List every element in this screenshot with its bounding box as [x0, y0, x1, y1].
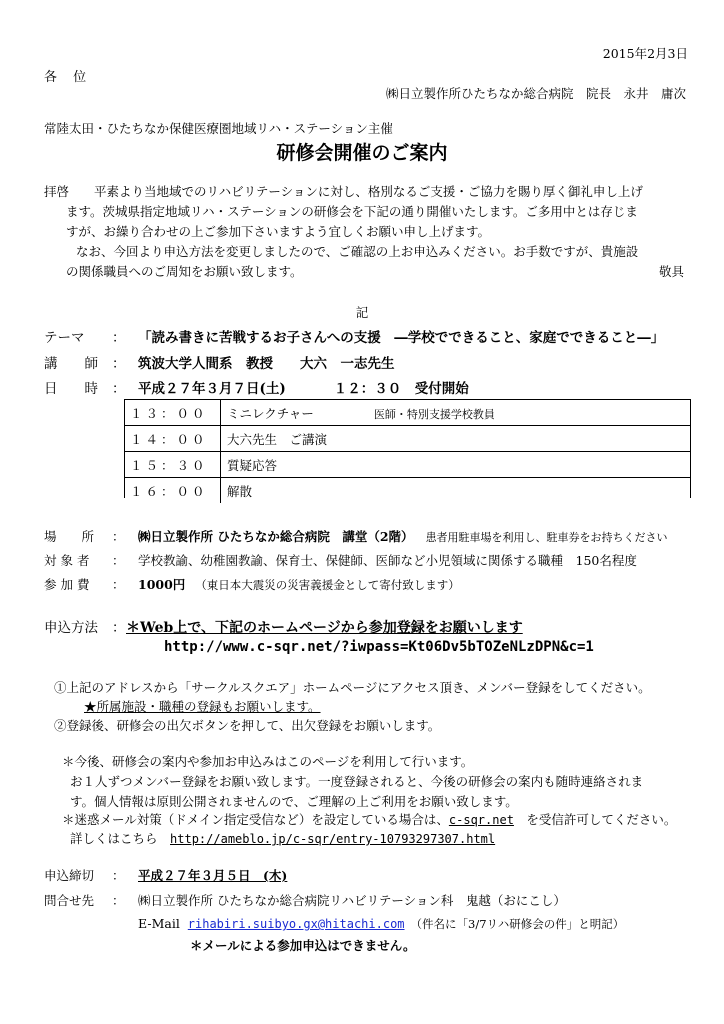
lecturer-label: 講 師 [44, 356, 98, 372]
domain-link[interactable]: c-sqr.net [448, 813, 514, 827]
host-line: 常陸太田・ひたちなか保健医療圏地域リハ・ステーション主催 [44, 121, 393, 136]
schedule-table [124, 399, 690, 503]
venue-note: 患者用駐車場を利用し、駐車券をお持ちください [425, 531, 668, 544]
ki-heading: 記 [355, 305, 369, 320]
lecturer-value: 筑波大学人間系 教授 大六 一志先生 [138, 356, 395, 372]
colon: ： [112, 868, 125, 883]
schedule-time: １３：００ [124, 400, 221, 426]
deadline-value: 平成２７年３月５日 (木) [138, 868, 288, 883]
schedule-activity: 大六先生 ご講演 [221, 426, 691, 452]
colon: ： [112, 577, 125, 592]
apply-row [44, 616, 523, 637]
inquiry-row [44, 891, 566, 909]
note-future-line3: す。個人情報は原則公開されませんので、ご理解の上ご利用をお願い致します。 [70, 794, 518, 809]
table-border-left [124, 399, 125, 498]
theme-value: 「読み書きに苦戦するお子さんへの支援 ―学校でできること、家庭でできること―」 [138, 330, 665, 346]
colon: ： [112, 553, 125, 568]
table-row [124, 478, 690, 504]
note-spam-text-end: を受信許可してください。 [513, 812, 677, 827]
note-future-line2: お１人ずつメンバー登録をお願い致します。一度登録されると、今後の研修会の案内も随時連絡されま [70, 774, 644, 789]
colon: ： [112, 893, 125, 908]
email-row [138, 916, 624, 932]
venue-value: ㈱日立製作所 ひたちなか総合病院 講堂（2階） [138, 529, 414, 544]
schedule-time: １５：３０ [124, 452, 221, 478]
note-spam-text: ＊迷惑メール対策（ドメイン指定受信など）を設定している場合は、 [62, 812, 449, 827]
body-line: の関係職員へのご周知をお願い致します。 [66, 264, 303, 279]
letter-date: 2015年2月3日 [602, 46, 688, 61]
theme-row [44, 326, 664, 346]
venue-row [44, 527, 668, 545]
note-future: ＊今後、研修会の案内や参加お申込みはこのページを利用して行います。 [62, 754, 474, 769]
activity-label: ミニレクチャー [227, 405, 314, 421]
fee-row [44, 575, 460, 593]
email-note: （件名に「3/7リハ研修会の件」と明記） [410, 917, 625, 931]
venue-label: 場 所 [44, 529, 95, 544]
table-border-right [690, 399, 691, 498]
activity-note: 医師・特別支援学校教員 [373, 407, 495, 421]
colon: ： [112, 381, 126, 397]
datetime-value: 平成２７年３月７日(土) [138, 381, 286, 397]
inquiry-value: ㈱日立製作所 ひたちなか総合病院リハビリテーション科 鬼越（おにこし） [138, 893, 566, 908]
note-step-1: ①上記のアドレスから「サークルスクエア」ホームページにアクセス頂き、メンバー登録をしてください。 [54, 680, 651, 695]
target-value: 学校教諭、幼稚園教諭、保育士、保健師、医師など小児領域に関係する職種 150名程度 [138, 553, 637, 568]
apply-value: ＊Web上で、下記のホームページから参加登録をお願いします [126, 620, 523, 636]
theme-label: テーマ [44, 330, 85, 346]
datetime-row [44, 377, 469, 397]
body-line: すが、お繰り合わせの上ご参加下さいますよう宜しくお願い申し上げます。 [66, 224, 491, 239]
deadline-row [44, 866, 287, 884]
note-step-2: ②登録後、研修会の出欠ボタンを押して、出欠登録をお願いします。 [54, 718, 441, 733]
fee-note: （東日本大震災の災害義援金として寄付致します） [195, 578, 460, 592]
table-row [124, 400, 690, 426]
schedule-time: １４：００ [124, 426, 221, 452]
reception-time: １２：３０ 受付開始 [333, 381, 469, 397]
details-url-link[interactable]: http://ameblo.jp/c-sqr/entry-10793297307.html [170, 832, 496, 846]
colon: ： [112, 356, 126, 372]
sender-line: ㈱日立製作所ひたちなか総合病院 院長 永井 庸次 [385, 86, 686, 101]
no-email-notice: ＊メールによる参加申込はできません。 [190, 938, 416, 953]
email-link[interactable]: rihabiri.suibyo.gx@hitachi.com [187, 917, 405, 931]
body-line: 拝啓 平素より当地域でのリハビリテーションに対し、格別なるご支援・ご協力を賜り厚く御礼申し上げ [44, 184, 643, 199]
note-details [70, 829, 495, 847]
fee-label: 参 加 費 [44, 577, 90, 592]
table-row [124, 452, 690, 478]
email-label: E-Mail [138, 916, 180, 931]
colon: ： [112, 620, 126, 636]
body-line: ます。茨城県指定地域リハ・ステーションの研修会を下記の通り開催いたします。ご多用中とは存じま [66, 204, 638, 219]
note-step-1-star: ★所属施設・職種の登録もお願いします。 [84, 699, 321, 714]
schedule-activity [221, 400, 691, 426]
inquiry-label: 問合せ先 [44, 893, 95, 908]
schedule-time: １６：００ [124, 478, 221, 504]
target-label: 対 象 者 [44, 553, 90, 568]
colon: ： [112, 529, 125, 544]
schedule-activity: 解散 [221, 478, 691, 504]
datetime-label: 日 時 [44, 381, 98, 397]
closing-keigu: 敬具 [658, 264, 684, 279]
note-spam [62, 810, 676, 828]
registration-url-link[interactable]: http://www.c-sqr.net/?iwpass=Kt06Dv5bTOZeNLzDPN&c=1 [164, 639, 594, 655]
letter-body [44, 182, 684, 282]
target-row [44, 551, 637, 569]
schedule-activity: 質疑応答 [221, 452, 691, 478]
addressee: 各 位 [44, 70, 93, 85]
note-details-text: 詳しくはこちら [70, 831, 171, 846]
lecturer-row [44, 352, 395, 372]
table-row [124, 426, 690, 452]
apply-label: 申込方法 [44, 620, 98, 636]
colon: ： [112, 330, 126, 346]
document-title: 研修会開催のご案内 [276, 142, 448, 164]
body-line: なお、今回より申込方法を変更しましたので、ご確認の上お申込みください。お手数ですが、貴施設 [76, 244, 639, 259]
deadline-label: 申込締切 [44, 868, 95, 883]
fee-value: 1000円 [138, 577, 186, 592]
